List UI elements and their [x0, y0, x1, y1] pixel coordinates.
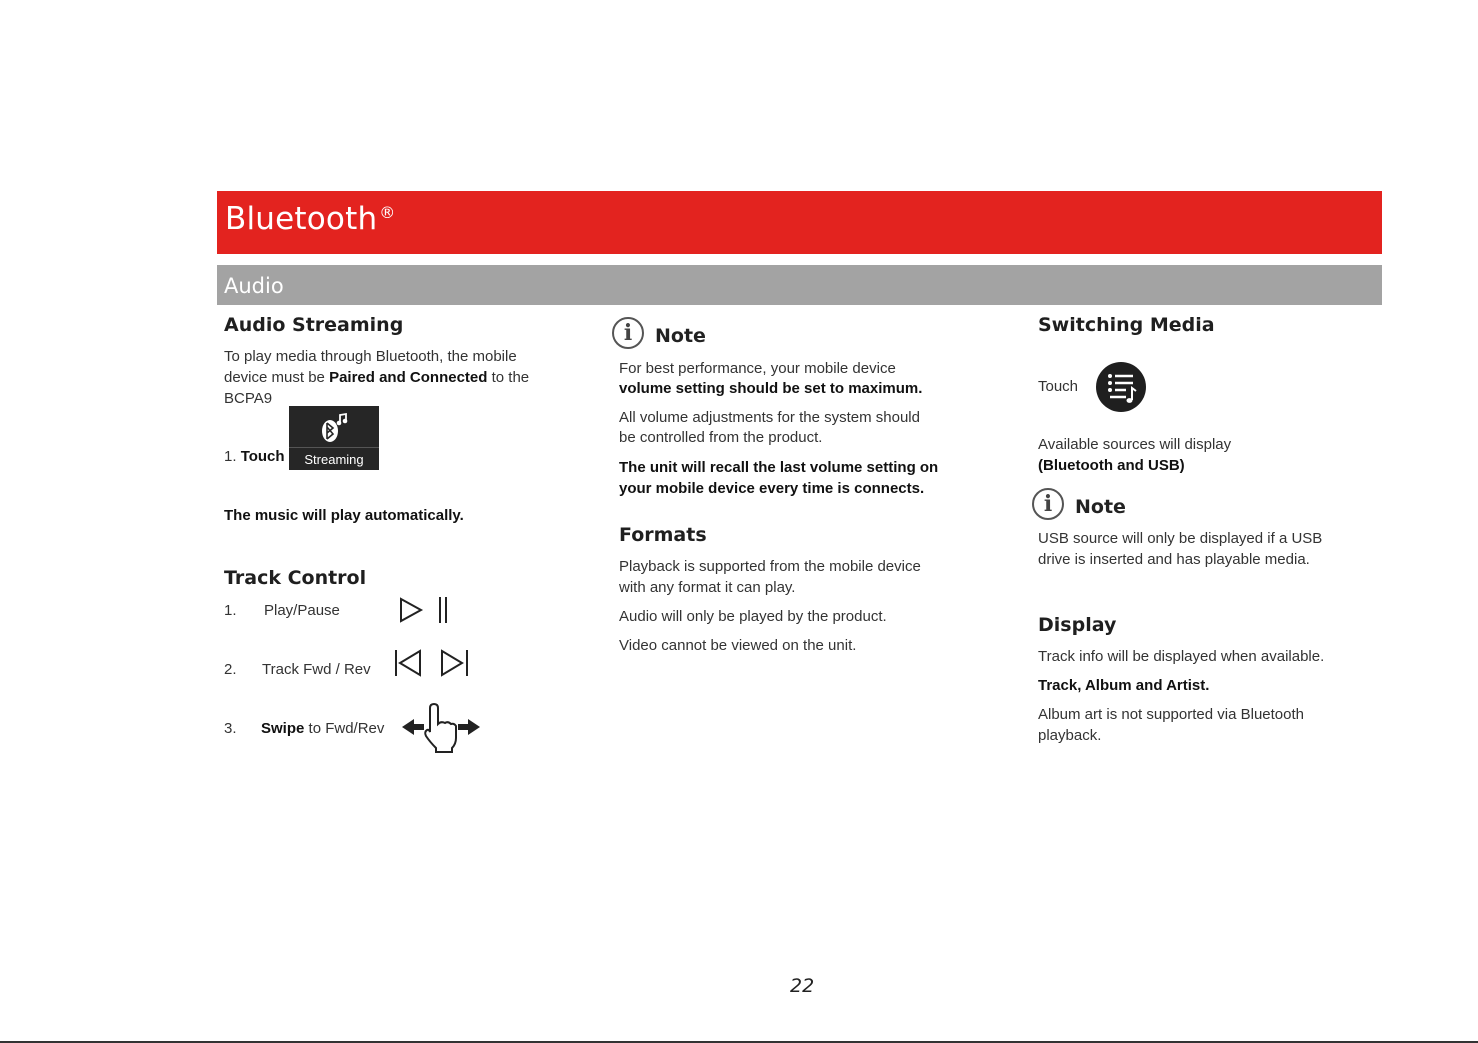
switching-line1: Available sources will display [1038, 436, 1232, 453]
section-bar [217, 265, 1382, 305]
section-title: Audio [224, 274, 284, 298]
chapter-title: Bluetooth ® [225, 201, 396, 237]
formats-p1-line2: with any format it can play. [619, 579, 796, 596]
chapter-banner [217, 191, 1382, 254]
track-skip-icon [393, 648, 473, 680]
play-pause-icon [398, 595, 458, 627]
auto-play-note: The music will play automatically. [224, 507, 464, 524]
media-list-button[interactable] [1096, 362, 1146, 412]
note-p1-line1: For best performance, your mobile device [619, 360, 896, 377]
formats-p1-line1: Playback is supported from the mobile device [619, 558, 921, 575]
note-heading: Note [655, 325, 706, 347]
usb-note-line1: USB source will only be displayed if a USB [1038, 530, 1323, 547]
track-item-3-label: Swipe to Fwd/Rev [261, 720, 385, 737]
info-icon: i [612, 317, 644, 349]
music-list-icon [1096, 362, 1146, 412]
display-line4: playback. [1038, 727, 1102, 744]
note-p2-line2: be controlled from the product. [619, 429, 823, 446]
note-p3-line2: your mobile device every time is connects. [619, 480, 925, 497]
formats-p2: Audio will only be played by the product. [619, 608, 887, 625]
track-item-1-number: 1. [224, 602, 237, 619]
switching-touch-label: Touch [1038, 378, 1079, 395]
switching-media-heading: Switching Media [1038, 314, 1215, 336]
track-item-2-label: Track Fwd / Rev [262, 661, 371, 678]
formats-heading: Formats [619, 524, 707, 546]
audio-streaming-line2: device must be Paired and Connected to the [224, 369, 530, 386]
formats-p3: Video cannot be viewed on the unit. [619, 637, 857, 654]
display-line1: Track info will be displayed when available. [1038, 648, 1325, 665]
note-p1-line2: volume setting should be set to maximum. [619, 380, 923, 397]
touch-instruction: 1. Touch [224, 448, 285, 465]
streaming-label: Streaming [304, 452, 364, 467]
track-item-3-number: 3. [224, 720, 237, 737]
info-icon: i [1032, 488, 1064, 520]
display-heading: Display [1038, 614, 1117, 636]
display-line2: Track, Album and Artist. [1038, 677, 1210, 694]
bluetooth-music-icon [289, 406, 379, 450]
track-item-2-number: 2. [224, 661, 237, 678]
display-line3: Album art is not supported via Bluetooth [1038, 706, 1304, 723]
page-number: 22 [790, 975, 815, 997]
note-p2-line1: All volume adjustments for the system should [619, 409, 920, 426]
note-p3-line1: The unit will recall the last volume setting on [619, 459, 939, 476]
track-control-heading: Track Control [224, 567, 367, 589]
track-item-1-label: Play/Pause [264, 602, 340, 619]
usb-note-line2: drive is inserted and has playable media. [1038, 551, 1310, 568]
swipe-hand-icon [400, 702, 482, 754]
switching-line2: (Bluetooth and USB) [1038, 457, 1185, 474]
button-divider [289, 447, 379, 448]
audio-streaming-line1: To play media through Bluetooth, the mobile [224, 348, 517, 365]
audio-streaming-heading: Audio Streaming [224, 314, 404, 336]
audio-streaming-line3: BCPA9 [224, 390, 273, 407]
streaming-button[interactable] [289, 406, 379, 470]
usb-note-heading: Note [1075, 496, 1126, 518]
